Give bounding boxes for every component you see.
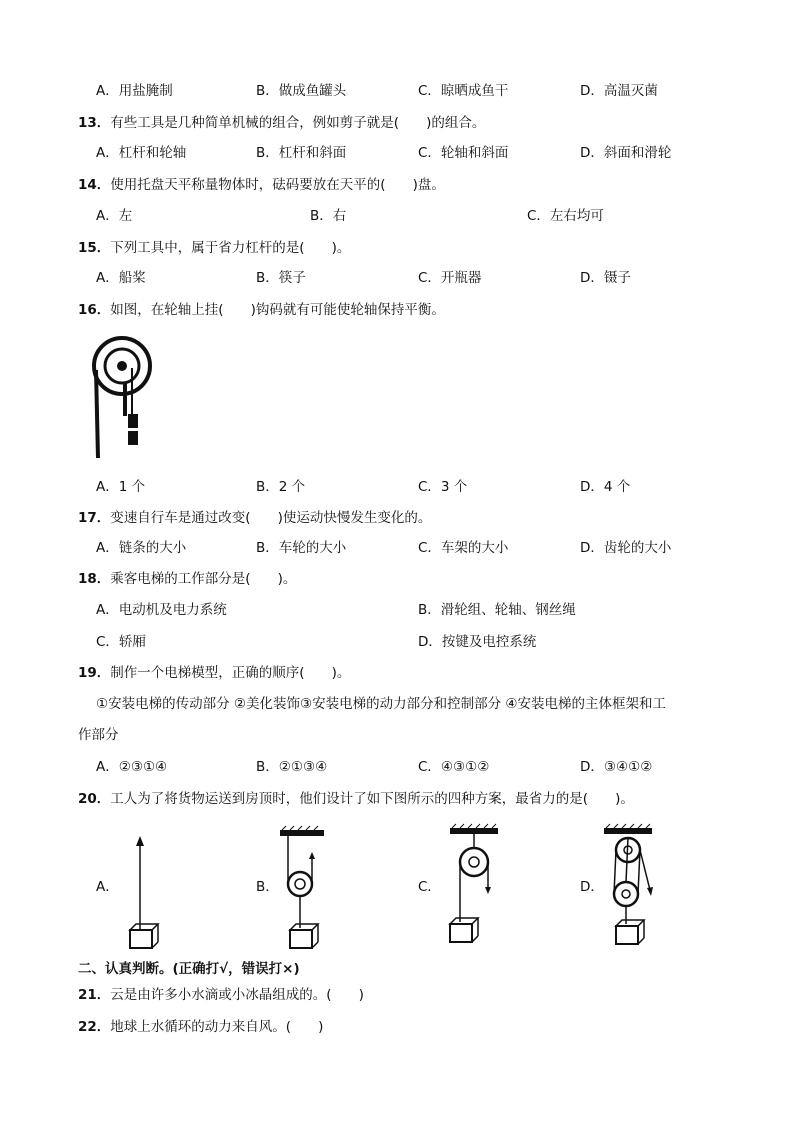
q15-option-a: A．船桨: [96, 270, 146, 286]
q14-option-c: C．左右均可: [527, 208, 604, 224]
pulley-figure-d: [600, 824, 660, 950]
q12-option-c: C．晾晒成鱼干: [418, 83, 509, 99]
wheel-axle-figure: [92, 336, 152, 462]
q13-stem: [78, 112, 485, 134]
q15-option-d: D．镊子: [580, 270, 631, 286]
q16-option-c: C．3 个: [418, 479, 468, 495]
q19-stem: [78, 662, 350, 684]
q17-text: 变速自行车是通过改变( )使运动快慢发生变化的。: [110, 510, 432, 526]
q15-option-c: C．开瓶器: [418, 270, 482, 286]
q14-stem: [78, 174, 445, 196]
q21-number: 21．: [78, 987, 111, 1003]
q17-number: 17．: [78, 510, 111, 526]
q16-stem: [78, 299, 445, 321]
q20-number: 20．: [78, 791, 111, 807]
q17-option-a: A．链条的大小: [96, 540, 187, 556]
q22-stem: [78, 1016, 323, 1038]
q17-option-c: C．车架的大小: [418, 540, 509, 556]
q20-stem: [78, 788, 634, 810]
q18-option-b: B．滑轮组、轮轴、钢丝绳: [418, 602, 576, 618]
q18-option-a: A．电动机及电力系统: [96, 602, 227, 618]
q18-option-d: D．按键及电控系统: [418, 634, 537, 650]
q21-text: 云是由许多小水滴或小冰晶组成的。( ): [110, 987, 364, 1003]
q14-option-a: A．左: [96, 208, 133, 224]
q14-number: 14．: [78, 177, 111, 193]
q17-stem: [78, 507, 431, 529]
section-2-title: 二、认真判断。(正确打√，错误打×): [78, 961, 300, 977]
q13-option-b: B．杠杆和斜面: [256, 145, 347, 161]
q20-label-b: B．: [256, 879, 279, 895]
q19-detail-line2: 作部分: [78, 727, 119, 743]
pulley-figure-a: [124, 830, 164, 952]
q18-option-c: C．轿厢: [96, 634, 146, 650]
q20-label-c: C．: [418, 879, 441, 895]
q17-option-d: D．齿轮的大小: [580, 540, 672, 556]
q16-option-a: A．1 个: [96, 479, 146, 495]
q13-text: 有些工具是几种简单机械的组合，例如剪子就是( )的组合。: [110, 115, 486, 131]
q13-option-c: C．轮轴和斜面: [418, 145, 509, 161]
pulley-figure-c: [446, 824, 506, 950]
pulley-figure-b: [278, 826, 338, 952]
q19-option-b: B．②①③④: [256, 759, 328, 775]
q12-option-b: B．做成鱼罐头: [256, 83, 347, 99]
q19-option-a: A．②③①④: [96, 759, 168, 775]
q13-option-d: D．斜面和滑轮: [580, 145, 672, 161]
q19-detail-line1: ①安装电梯的传动部分 ②美化装饰③安装电梯的动力部分和控制部分 ④安装电梯的主体框架和工: [96, 696, 666, 712]
q20-text: 工人为了将货物运送到房顶时，他们设计了如下图所示的四种方案，最省力的是( )。: [110, 791, 634, 807]
q20-label-d: D．: [580, 879, 604, 895]
q13-option-a: A．杠杆和轮轴: [96, 145, 187, 161]
q15-number: 15．: [78, 240, 111, 256]
q15-text: 下列工具中，属于省力杠杆的是( )。: [110, 240, 351, 256]
q14-option-b: B．右: [310, 208, 347, 224]
q16-number: 16．: [78, 302, 111, 318]
q19-number: 19．: [78, 665, 111, 681]
q19-option-c: C．④③①②: [418, 759, 490, 775]
q12-option-a: A．用盐腌制: [96, 83, 173, 99]
q16-text: 如图，在轮轴上挂( )钩码就有可能使轮轴保持平衡。: [110, 302, 445, 318]
q18-number: 18．: [78, 571, 111, 587]
q15-stem: [78, 237, 350, 259]
q22-number: 22．: [78, 1019, 111, 1035]
q16-option-d: D．4 个: [580, 479, 631, 495]
q20-label-a: A．: [96, 879, 119, 895]
q14-text: 使用托盘天平称量物体时，砝码要放在天平的( )盘。: [110, 177, 445, 193]
q17-option-b: B．车轮的大小: [256, 540, 347, 556]
q15-option-b: B．筷子: [256, 270, 306, 286]
q22-text: 地球上水循环的动力来自风。( ): [110, 1019, 324, 1035]
q21-stem: [78, 984, 364, 1006]
q18-stem: [78, 568, 296, 590]
q19-text: 制作一个电梯模型，正确的顺序( )。: [110, 665, 351, 681]
q19-option-d: D．③④①②: [580, 759, 653, 775]
q12-option-d: D．高温灭菌: [580, 83, 658, 99]
q16-option-b: B．2 个: [256, 479, 306, 495]
q18-text: 乘客电梯的工作部分是( )。: [110, 571, 297, 587]
q13-number: 13．: [78, 115, 111, 131]
